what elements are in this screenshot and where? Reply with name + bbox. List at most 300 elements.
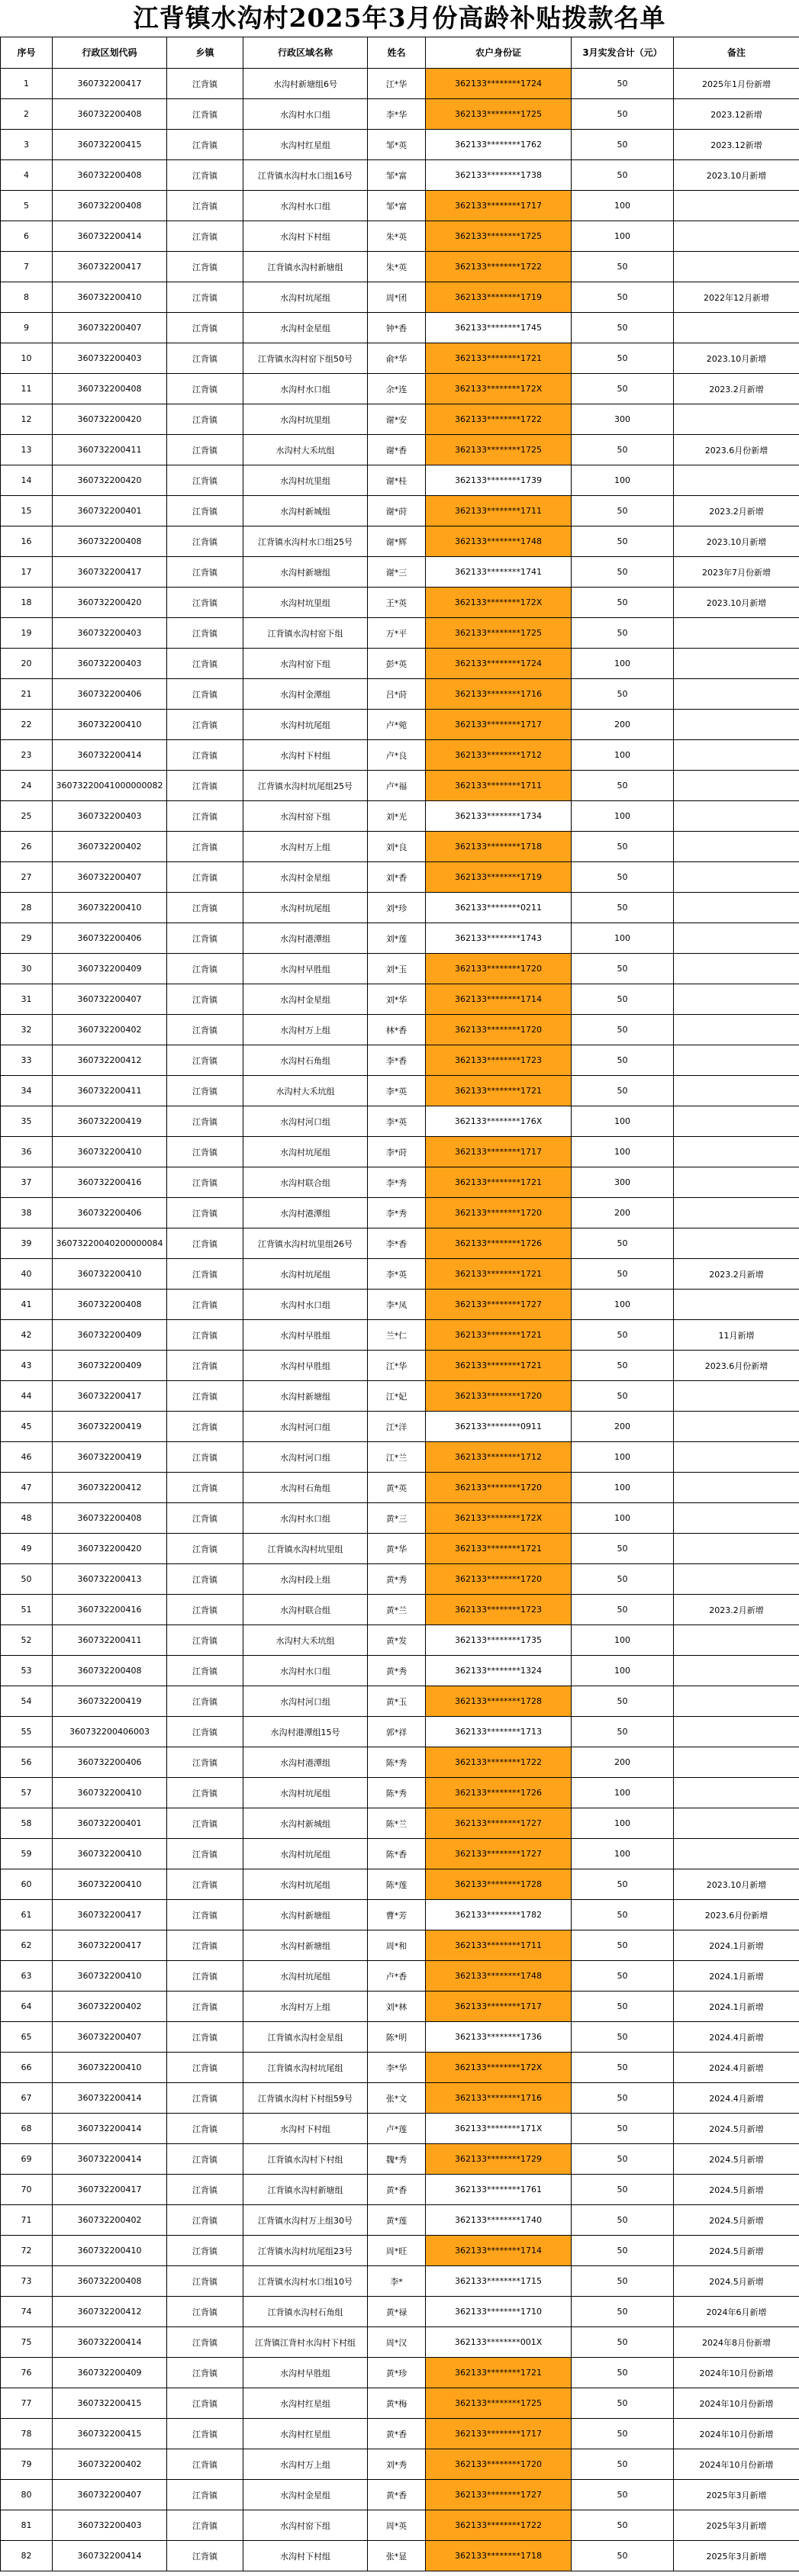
person-name-cell: 郭*祥 — [368, 1717, 426, 1747]
note-cell: 2023.10月新增 — [674, 1869, 799, 1900]
person-name-cell: 邹*富 — [368, 160, 426, 191]
table-row — [1, 1045, 799, 1076]
amount-cell: 50 — [572, 526, 674, 557]
table-row — [1, 2541, 799, 2571]
area-name-cell: 水沟村水口组 — [243, 191, 368, 221]
area-name-cell: 水沟村水口组 — [243, 99, 368, 130]
row-number-cell: 43 — [1, 1351, 53, 1381]
division-code-cell: 360732200406003 — [53, 1717, 167, 1747]
table-row — [1, 1747, 799, 1778]
person-name-cell: 陈*香 — [368, 1839, 426, 1869]
division-code-cell: 360732200407 — [53, 862, 167, 893]
id-number-cell: 362133********1748 — [426, 1961, 572, 1992]
id-number-cell: 362133********1725 — [426, 221, 572, 252]
town-cell: 江背镇 — [167, 2083, 243, 2114]
amount-cell: 50 — [572, 862, 674, 893]
note-cell — [674, 191, 799, 221]
table-row — [1, 1625, 799, 1656]
id-number-cell: 362133********1729 — [426, 2144, 572, 2175]
row-number-cell: 7 — [1, 252, 53, 282]
town-cell: 江背镇 — [167, 679, 243, 710]
id-number-cell: 362133********1738 — [426, 160, 572, 191]
person-name-cell: 黄*玉 — [368, 1686, 426, 1717]
id-number-cell: 362133********1724 — [426, 69, 572, 99]
area-name-cell: 水沟村下村组 — [243, 221, 368, 252]
town-cell: 江背镇 — [167, 313, 243, 343]
note-cell: 2025年3月新增 — [674, 2541, 799, 2571]
area-name-cell: 江背镇水沟村坑里组 — [243, 1534, 368, 1564]
note-cell — [674, 1290, 799, 1320]
note-cell — [674, 1564, 799, 1595]
area-name-cell: 水沟村联合组 — [243, 1595, 368, 1625]
id-number-cell: 362133********1740 — [426, 2205, 572, 2236]
table-row — [1, 374, 799, 404]
note-cell — [674, 1839, 799, 1869]
person-name-cell: 余*连 — [368, 374, 426, 404]
row-number-cell: 71 — [1, 2205, 53, 2236]
table-row — [1, 1595, 799, 1625]
area-name-cell: 水沟村石角组 — [243, 1473, 368, 1503]
amount-cell: 100 — [572, 1839, 674, 1869]
person-name-cell: 江*华 — [368, 69, 426, 99]
table-row — [1, 435, 799, 465]
amount-cell: 50 — [572, 1045, 674, 1076]
header-cell: 备注 — [674, 37, 799, 69]
row-number-cell: 56 — [1, 1747, 53, 1778]
town-cell: 江背镇 — [167, 130, 243, 160]
amount-cell: 50 — [572, 2327, 674, 2358]
division-code-cell: 360732200414 — [53, 740, 167, 771]
town-cell: 江背镇 — [167, 99, 243, 130]
area-name-cell: 水沟村石角组 — [243, 1045, 368, 1076]
note-cell: 2023.12新增 — [674, 130, 799, 160]
area-name-cell: 江背镇水沟村水口组16号 — [243, 160, 368, 191]
note-cell: 2024.5月新增 — [674, 2114, 799, 2144]
division-code-cell: 360732200412 — [53, 1045, 167, 1076]
note-cell — [674, 465, 799, 496]
id-number-cell: 362133********1721 — [426, 1534, 572, 1564]
table-row — [1, 99, 799, 130]
id-number-cell: 362133********1748 — [426, 526, 572, 557]
id-number-cell: 362133********1721 — [426, 1076, 572, 1106]
division-code-cell: 360732200419 — [53, 1686, 167, 1717]
area-name-cell: 水沟村金星组 — [243, 313, 368, 343]
id-number-cell: 362133********1717 — [426, 191, 572, 221]
row-number-cell: 70 — [1, 2175, 53, 2205]
town-cell: 江背镇 — [167, 1930, 243, 1961]
id-number-cell: 362133********1716 — [426, 679, 572, 710]
id-number-cell: 362133********1711 — [426, 496, 572, 526]
town-cell: 江背镇 — [167, 160, 243, 191]
town-cell: 江背镇 — [167, 984, 243, 1015]
id-number-cell: 362133********1741 — [426, 557, 572, 588]
note-cell: 2024.1月新增 — [674, 1930, 799, 1961]
id-number-cell: 362133********1727 — [426, 1290, 572, 1320]
area-name-cell: 水沟村河口组 — [243, 1106, 368, 1137]
town-cell: 江背镇 — [167, 588, 243, 618]
note-cell — [674, 1167, 799, 1198]
row-number-cell: 81 — [1, 2510, 53, 2541]
table-row — [1, 740, 799, 771]
note-cell: 2025年3月新增 — [674, 2510, 799, 2541]
row-number-cell: 9 — [1, 313, 53, 343]
division-code-cell: 360732200410 — [53, 2053, 167, 2083]
note-cell — [674, 1747, 799, 1778]
table-row — [1, 1106, 799, 1137]
id-number-cell: 362133********1720 — [426, 954, 572, 984]
table-row — [1, 2358, 799, 2388]
note-cell — [674, 771, 799, 801]
division-code-cell: 360732200412 — [53, 2297, 167, 2327]
row-number-cell: 45 — [1, 1412, 53, 1442]
division-code-cell: 360732200417 — [53, 252, 167, 282]
person-name-cell: 周*汉 — [368, 2327, 426, 2358]
note-cell — [674, 1198, 799, 1228]
town-cell: 江背镇 — [167, 710, 243, 740]
area-name-cell: 水沟村窑下组 — [243, 801, 368, 832]
note-cell — [674, 1534, 799, 1564]
amount-cell: 50 — [572, 2236, 674, 2266]
person-name-cell: 黄*秀 — [368, 1656, 426, 1686]
area-name-cell: 水沟村早胜组 — [243, 1351, 368, 1381]
division-code-cell: 360732200408 — [53, 1503, 167, 1534]
town-cell: 江背镇 — [167, 252, 243, 282]
area-name-cell: 水沟村港潭组15号 — [243, 1717, 368, 1747]
row-number-cell: 68 — [1, 2114, 53, 2144]
area-name-cell: 水沟村新塘组6号 — [243, 69, 368, 99]
table-row — [1, 2114, 799, 2144]
town-cell: 江背镇 — [167, 1839, 243, 1869]
amount-cell: 50 — [572, 2419, 674, 2449]
amount-cell: 300 — [572, 1167, 674, 1198]
amount-cell: 50 — [572, 130, 674, 160]
amount-cell: 100 — [572, 1290, 674, 1320]
area-name-cell: 水沟村坑尾组 — [243, 1137, 368, 1167]
amount-cell: 50 — [572, 2541, 674, 2571]
amount-cell: 50 — [572, 1595, 674, 1625]
note-cell — [674, 404, 799, 435]
town-cell: 江背镇 — [167, 1717, 243, 1747]
person-name-cell: 陈*兰 — [368, 1808, 426, 1839]
division-code-cell: 360732200414 — [53, 221, 167, 252]
note-cell — [674, 1503, 799, 1534]
row-number-cell: 26 — [1, 832, 53, 862]
note-cell: 2025年3月新增 — [674, 2480, 799, 2510]
note-cell — [674, 862, 799, 893]
division-code-cell: 360732200402 — [53, 832, 167, 862]
town-cell: 江背镇 — [167, 954, 243, 984]
person-name-cell: 林*香 — [368, 1015, 426, 1045]
row-number-cell: 35 — [1, 1106, 53, 1137]
division-code-cell: 360732200410 — [53, 1137, 167, 1167]
id-number-cell: 362133********1721 — [426, 1351, 572, 1381]
row-number-cell: 22 — [1, 710, 53, 740]
table-row — [1, 2236, 799, 2266]
amount-cell: 100 — [572, 923, 674, 954]
amount-cell: 50 — [572, 1351, 674, 1381]
document-title: 江背镇水沟村2025年3月份高龄补贴拨款名单 — [133, 3, 666, 33]
amount-cell: 50 — [572, 832, 674, 862]
town-cell: 江背镇 — [167, 1564, 243, 1595]
area-name-cell: 江背镇水沟村窑下组50号 — [243, 343, 368, 374]
note-cell: 2023.2月新增 — [674, 496, 799, 526]
person-name-cell: 卢*菀 — [368, 710, 426, 740]
row-number-cell: 30 — [1, 954, 53, 984]
row-number-cell: 74 — [1, 2297, 53, 2327]
table-row — [1, 2175, 799, 2205]
table-row — [1, 1351, 799, 1381]
table-row — [1, 2053, 799, 2083]
area-name-cell: 江背镇水沟村新塘组 — [243, 252, 368, 282]
division-code-cell: 360732200406 — [53, 923, 167, 954]
note-cell: 2024.1月新增 — [674, 1961, 799, 1992]
amount-cell: 50 — [572, 252, 674, 282]
id-number-cell: 362133********1711 — [426, 771, 572, 801]
table-row — [1, 1656, 799, 1686]
division-code-cell: 360732200407 — [53, 2480, 167, 2510]
person-name-cell: 彭*英 — [368, 649, 426, 679]
town-cell: 江背镇 — [167, 526, 243, 557]
amount-cell: 100 — [572, 1625, 674, 1656]
person-name-cell: 卢*良 — [368, 740, 426, 771]
id-number-cell: 362133********1722 — [426, 252, 572, 282]
area-name-cell: 水沟村坑尾组 — [243, 282, 368, 313]
note-cell — [674, 1442, 799, 1473]
amount-cell: 50 — [572, 1534, 674, 1564]
table-row — [1, 1839, 799, 1869]
area-name-cell: 水沟村水口组 — [243, 1656, 368, 1686]
row-number-cell: 8 — [1, 282, 53, 313]
note-cell: 2023.6月份新增 — [674, 435, 799, 465]
town-cell: 江背镇 — [167, 2144, 243, 2175]
town-cell: 江背镇 — [167, 1351, 243, 1381]
person-name-cell: 魏*秀 — [368, 2144, 426, 2175]
note-cell — [674, 1228, 799, 1259]
note-cell: 2024年10月份新增 — [674, 2388, 799, 2419]
person-name-cell: 李*香 — [368, 1228, 426, 1259]
row-number-cell: 66 — [1, 2053, 53, 2083]
town-cell: 江背镇 — [167, 2419, 243, 2449]
note-cell: 2024.5月新增 — [674, 2236, 799, 2266]
amount-cell: 50 — [572, 2297, 674, 2327]
person-name-cell: 黄*香 — [368, 2175, 426, 2205]
town-cell: 江背镇 — [167, 435, 243, 465]
row-number-cell: 79 — [1, 2449, 53, 2480]
area-name-cell: 水沟村下村组 — [243, 2541, 368, 2571]
row-number-cell: 50 — [1, 1564, 53, 1595]
person-name-cell: 周*团 — [368, 282, 426, 313]
id-number-cell: 362133********1736 — [426, 2022, 572, 2053]
note-cell — [674, 1106, 799, 1137]
town-cell: 江背镇 — [167, 1534, 243, 1564]
id-number-cell: 362133********1716 — [426, 2083, 572, 2114]
division-code-cell: 360732200402 — [53, 1992, 167, 2022]
id-number-cell: 362133********1726 — [426, 1228, 572, 1259]
note-cell: 2024年10月份新增 — [674, 2419, 799, 2449]
amount-cell: 100 — [572, 1503, 674, 1534]
row-number-cell: 75 — [1, 2327, 53, 2358]
amount-cell: 50 — [572, 2388, 674, 2419]
person-name-cell: 刘*玉 — [368, 954, 426, 984]
division-code-cell: 360732200416 — [53, 1167, 167, 1198]
person-name-cell: 谢*莳 — [368, 496, 426, 526]
id-number-cell: 362133********1745 — [426, 313, 572, 343]
table-row — [1, 404, 799, 435]
note-cell: 2023.10月新增 — [674, 588, 799, 618]
note-cell — [674, 740, 799, 771]
note-cell — [674, 710, 799, 740]
table-row — [1, 2144, 799, 2175]
person-name-cell: 邹*富 — [368, 191, 426, 221]
table-row — [1, 954, 799, 984]
note-cell: 2023.2月新增 — [674, 1259, 799, 1290]
town-cell: 江背镇 — [167, 1015, 243, 1045]
amount-cell: 50 — [572, 2022, 674, 2053]
area-name-cell: 水沟村新塘组 — [243, 1930, 368, 1961]
id-number-cell: 362133********172X — [426, 1503, 572, 1534]
table-row — [1, 984, 799, 1015]
row-number-cell: 37 — [1, 1167, 53, 1198]
note-cell — [674, 679, 799, 710]
amount-cell: 50 — [572, 2083, 674, 2114]
town-cell: 江背镇 — [167, 2480, 243, 2510]
id-number-cell: 362133********1717 — [426, 1992, 572, 2022]
table-row — [1, 862, 799, 893]
id-number-cell: 362133********1735 — [426, 1625, 572, 1656]
division-code-cell: 360732200414 — [53, 2144, 167, 2175]
row-number-cell: 12 — [1, 404, 53, 435]
row-number-cell: 18 — [1, 588, 53, 618]
row-number-cell: 53 — [1, 1656, 53, 1686]
row-number-cell: 31 — [1, 984, 53, 1015]
note-cell: 2023.10月新增 — [674, 343, 799, 374]
person-name-cell: 江*华 — [368, 1351, 426, 1381]
id-number-cell: 362133********1720 — [426, 2449, 572, 2480]
id-number-cell: 362133********1721 — [426, 1320, 572, 1351]
division-code-cell: 360732200414 — [53, 2083, 167, 2114]
division-code-cell: 360732200410 — [53, 710, 167, 740]
person-name-cell: 黄*兰 — [368, 1595, 426, 1625]
person-name-cell: 江*洋 — [368, 1412, 426, 1442]
row-number-cell: 69 — [1, 2144, 53, 2175]
id-number-cell: 362133********171X — [426, 2114, 572, 2144]
town-cell: 江背镇 — [167, 2053, 243, 2083]
area-name-cell: 水沟村万上组 — [243, 2449, 368, 2480]
area-name-cell: 水沟村下村组 — [243, 740, 368, 771]
person-name-cell: 陈*秀 — [368, 1747, 426, 1778]
division-code-cell: 360732200419 — [53, 1442, 167, 1473]
area-name-cell: 水沟村窑下组 — [243, 649, 368, 679]
amount-cell: 50 — [572, 2449, 674, 2480]
area-name-cell: 水沟村坑尾组 — [243, 1961, 368, 1992]
town-cell: 江背镇 — [167, 1869, 243, 1900]
person-name-cell: 俞*华 — [368, 343, 426, 374]
note-cell — [674, 221, 799, 252]
amount-cell: 100 — [572, 1137, 674, 1167]
division-code-cell: 360732200408 — [53, 1290, 167, 1320]
area-name-cell: 水沟村坑尾组 — [243, 710, 368, 740]
area-name-cell: 江背镇水沟村金星组 — [243, 2022, 368, 2053]
id-number-cell: 362133********1714 — [426, 2236, 572, 2266]
row-number-cell: 3 — [1, 130, 53, 160]
division-code-cell: 360732200410 — [53, 1839, 167, 1869]
note-cell — [674, 1137, 799, 1167]
person-name-cell: 钟*香 — [368, 313, 426, 343]
table-row — [1, 1076, 799, 1106]
area-name-cell: 水沟村万上组 — [243, 1015, 368, 1045]
town-cell: 江背镇 — [167, 1045, 243, 1076]
area-name-cell: 水沟村新塘组 — [243, 1381, 368, 1412]
town-cell: 江背镇 — [167, 1778, 243, 1808]
division-code-cell: 360732200419 — [53, 1106, 167, 1137]
area-name-cell: 江背镇水沟村水口组10号 — [243, 2266, 368, 2297]
amount-cell: 300 — [572, 404, 674, 435]
area-name-cell: 水沟村新塘组 — [243, 557, 368, 588]
person-name-cell: 黄*禄 — [368, 2297, 426, 2327]
id-number-cell: 362133********1720 — [426, 1198, 572, 1228]
row-number-cell: 33 — [1, 1045, 53, 1076]
table-row — [1, 2449, 799, 2480]
amount-cell: 50 — [572, 954, 674, 984]
person-name-cell: 李*香 — [368, 1045, 426, 1076]
area-name-cell: 水沟村坑尾组 — [243, 1839, 368, 1869]
area-name-cell: 水沟村新城组 — [243, 496, 368, 526]
table-row — [1, 588, 799, 618]
row-number-cell: 47 — [1, 1473, 53, 1503]
division-code-cell: 360732200414 — [53, 2114, 167, 2144]
town-cell: 江背镇 — [167, 191, 243, 221]
id-number-cell: 362133********1718 — [426, 832, 572, 862]
town-cell: 江背镇 — [167, 1076, 243, 1106]
division-code-cell: 360732200409 — [53, 1351, 167, 1381]
amount-cell: 50 — [572, 2053, 674, 2083]
table-row — [1, 1259, 799, 1290]
person-name-cell: 谢*安 — [368, 404, 426, 435]
id-number-cell: 362133********1717 — [426, 1137, 572, 1167]
amount-cell: 200 — [572, 1747, 674, 1778]
town-cell: 江背镇 — [167, 343, 243, 374]
division-code-cell: 360732200407 — [53, 2022, 167, 2053]
table-row — [1, 1869, 799, 1900]
town-cell: 江背镇 — [167, 1320, 243, 1351]
area-name-cell: 水沟村早胜组 — [243, 954, 368, 984]
id-number-cell: 362133********1717 — [426, 710, 572, 740]
row-number-cell: 4 — [1, 160, 53, 191]
division-code-cell: 360732200406 — [53, 1747, 167, 1778]
division-code-cell: 360732200420 — [53, 588, 167, 618]
town-cell: 江背镇 — [167, 2541, 243, 2571]
person-name-cell: 陈*明 — [368, 2022, 426, 2053]
division-code-cell: 36073220041000000082 — [53, 771, 167, 801]
person-name-cell: 李*英 — [368, 1259, 426, 1290]
id-number-cell: 362133********1713 — [426, 1717, 572, 1747]
table-row — [1, 2419, 799, 2449]
row-number-cell: 11 — [1, 374, 53, 404]
person-name-cell: 刘*珍 — [368, 893, 426, 923]
amount-cell: 50 — [572, 1686, 674, 1717]
person-name-cell: 刘*林 — [368, 1992, 426, 2022]
table-row — [1, 465, 799, 496]
area-name-cell: 水沟村新城组 — [243, 1808, 368, 1839]
note-cell — [674, 1656, 799, 1686]
row-number-cell: 39 — [1, 1228, 53, 1259]
town-cell: 江背镇 — [167, 2205, 243, 2236]
area-name-cell: 水沟村港潭组 — [243, 1747, 368, 1778]
town-cell: 江背镇 — [167, 1625, 243, 1656]
amount-cell: 50 — [572, 343, 674, 374]
table-row — [1, 1381, 799, 1412]
note-cell: 2024.4月新增 — [674, 2053, 799, 2083]
